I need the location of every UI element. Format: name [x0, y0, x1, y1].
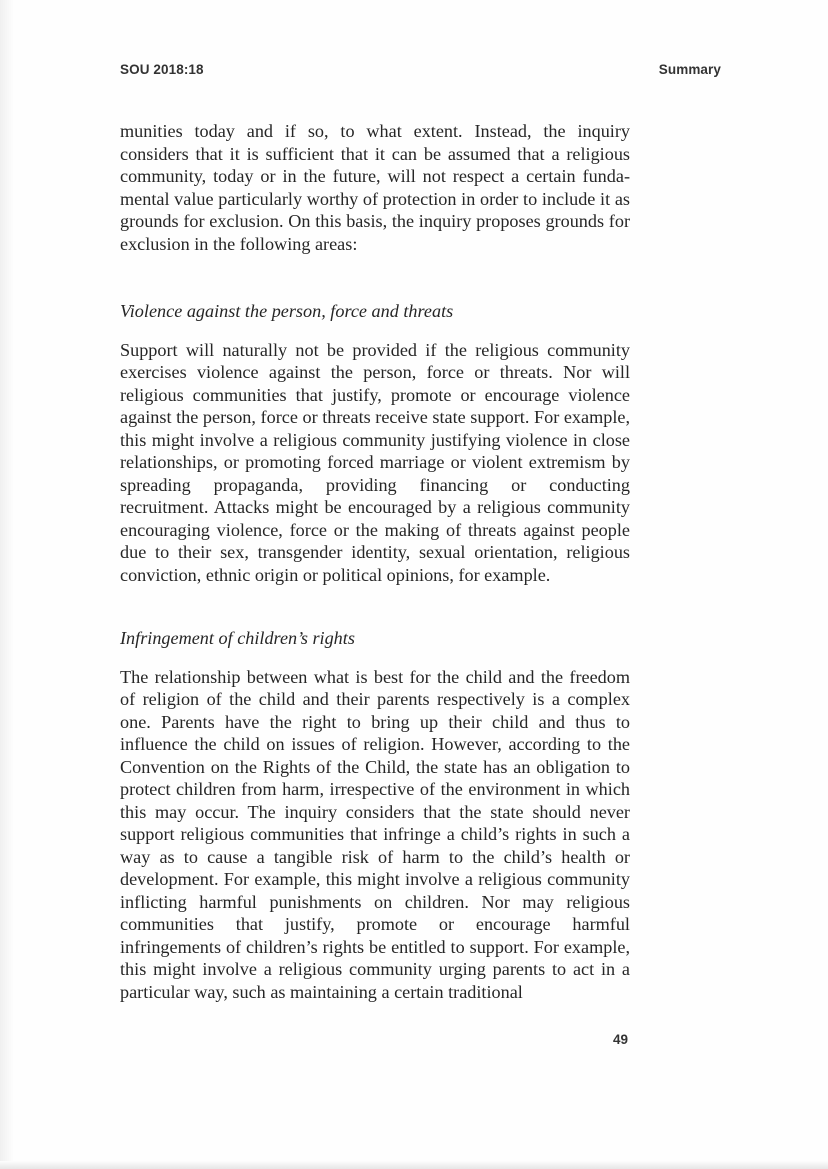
scan-bottom-edge [0, 1161, 828, 1169]
scan-edge-shadow [0, 0, 14, 1169]
paragraph-children: The relationship between what is best for the child and the freedom of religion of the child and their parents respectively is a complex one. Parents have the right to bring up their child and thus to influence the child on issues of religion. However, according to the Convention on the Rights of the Child, the state has an obligation to protect children from harm, irrespective of the environment in which this may occur. The inquiry considers that the state should never support religious communities that infringe a child’s rights in such a way as to cause a tangible risk of harm to the child’s health or development. For example, this might involve a religious community inflicting harmful punishments on children. Nor may religious communities that justify, promote or encourage harmful infringements of children’s rights be entitled to support. For example, this might involve a religious community urging parents to act in a particular way, such as maintaining a certain traditional [120, 666, 630, 1002]
page-number: 49 [612, 1032, 628, 1047]
paragraph-violence: Support will naturally not be provided if the religious community exercises violence against the person, force or threats. Nor will religious communities that justify, promote or encourage violence against the person, force or threats receive state support. For example, this might involve a religious community justifying violence in close relationships, or promoting forced marriage or violent extremism by spreading propaganda, providing financing or conducting recruitment. Attacks might be encouraged by a religious community encouraging violence, force or the making of threats against people due to their sex, transgender identity, sexual orientation, religious conviction, ethnic origin or political opinions, for example. [120, 339, 630, 585]
section-heading-children: Infringement of children’s rights [120, 628, 355, 648]
paragraph-intro: munities today and if so, to what extent. Instead, the inquiry considers that it is sufficient that it can be assumed that a religious community, today or in the future, will not respect a certain fundamental value particularly worthy of protection in order to include it as grounds for exclusion. On this basis, the inquiry proposes grounds for exclusion in the following areas: [120, 121, 630, 254]
body-text [120, 120, 630, 1003]
running-head-right: Summary [658, 62, 721, 77]
section-heading-violence: Violence against the person, force and threats [120, 301, 454, 321]
running-head-left: SOU 2018:18 [120, 62, 204, 77]
